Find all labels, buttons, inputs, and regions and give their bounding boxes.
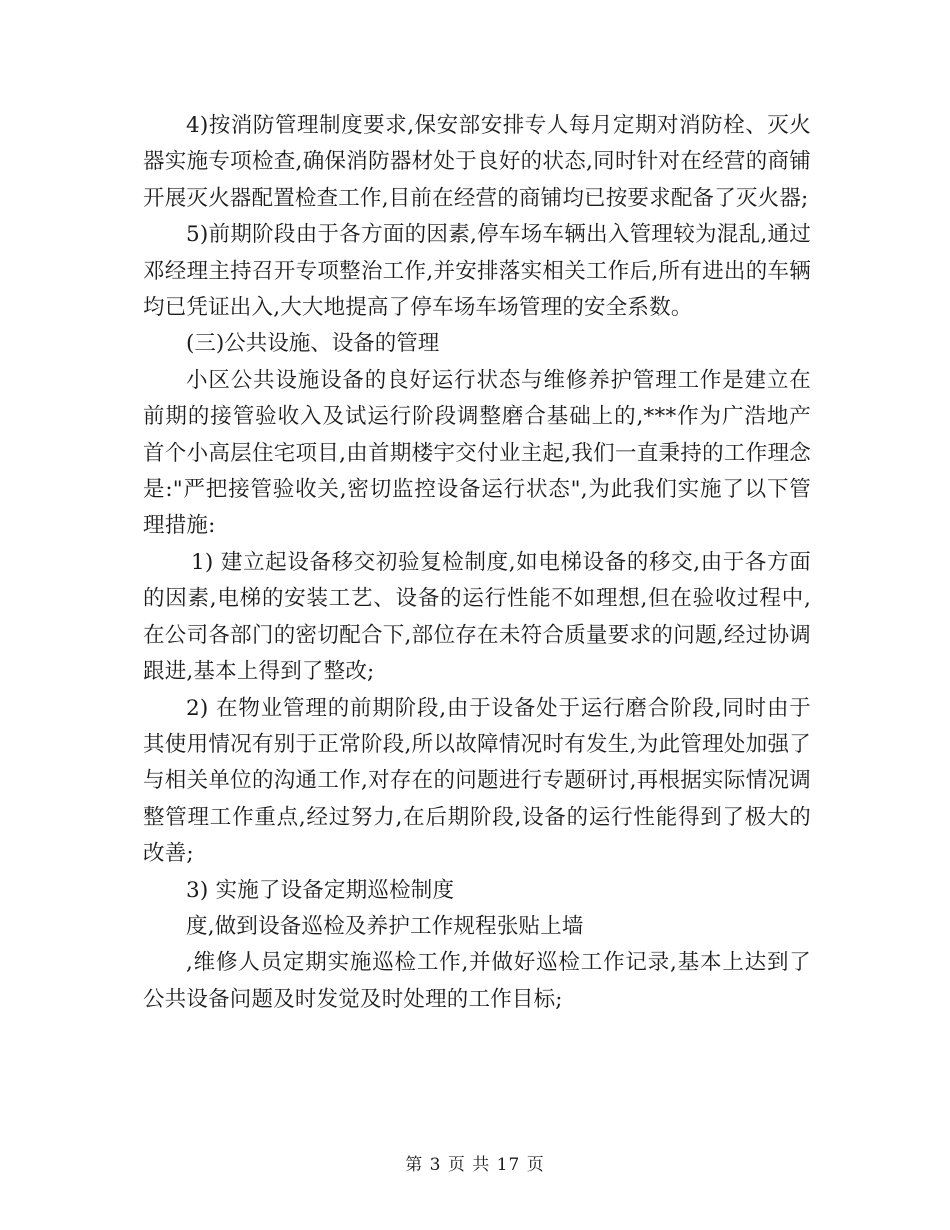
paragraph-measure-3-cont-b: ,维修人员定期实施巡检工作,并做好巡检工作记录,基本上达到了公共设备问题及时发觉及时处理的工作目标; [143, 950, 811, 1012]
paragraph-measure-3: 3) 实施了设备定期巡检制度 [186, 877, 455, 903]
paragraph-measure-1: 1) 建立起设备移交初验复检制度,如电梯设备的移交,由于各方面的因素,电梯的安装工艺、设备的运行性能不如理想,但在验收过程中,在公司各部门的密切配合下,部位存在未符合质量要求的问题,经过协调跟进,基本上得到了整改; [143, 549, 811, 685]
paragraph-measure-3-cont-a: 度,做到设备巡检及养护工作规程张贴上墙 [186, 913, 584, 939]
paragraph-measure-2: 2) 在物业管理的前期阶段,由于设备处于运行磨合阶段,同时由于其使用情况有别于正常阶段,所以故障情况时有发生,为此管理处加强了与相关单位的沟通工作,对存在的问题进行专题研讨,再根据实际情况调整管理工作重点,经过努力,在后期阶段,设备的运行性能得到了极大的改善; [143, 695, 811, 867]
section-heading: (三)公共设施、设备的管理 [186, 331, 440, 357]
page-footer: 第 3 页 共 17 页 [405, 1155, 545, 1175]
document-body [143, 108, 811, 1018]
paragraph-fire-safety: 4)按消防管理制度要求,保安部安排专人每月定期对消防栓、灭火器实施专项检查,确保消防器材处于良好的状态,同时针对在经营的商铺开展灭火器配置检查工作,目前在经营的商铺均已按要求配备了灭火器; [143, 113, 811, 211]
paragraph-facilities-intro: 小区公共设施设备的良好运行状态与维修养护管理工作是建立在前期的接管验收入及试运行阶段调整磨合基础上的,***作为广浩地产首个小高层住宅项目,由首期楼宇交付业主起,我们一直秉持的工作理念是:"严把接管验收关,密切监控设备运行状态",为此我们实施了以下管理措施: [143, 367, 811, 539]
paragraph-parking: 5)前期阶段由于各方面的因素,停车场车辆出入管理较为混乱,通过邓经理主持召开专项整治工作,并安排落实相关工作后,所有进出的车辆均已凭证出入,大大地提高了停车场车场管理的安全系数。 [143, 222, 811, 321]
